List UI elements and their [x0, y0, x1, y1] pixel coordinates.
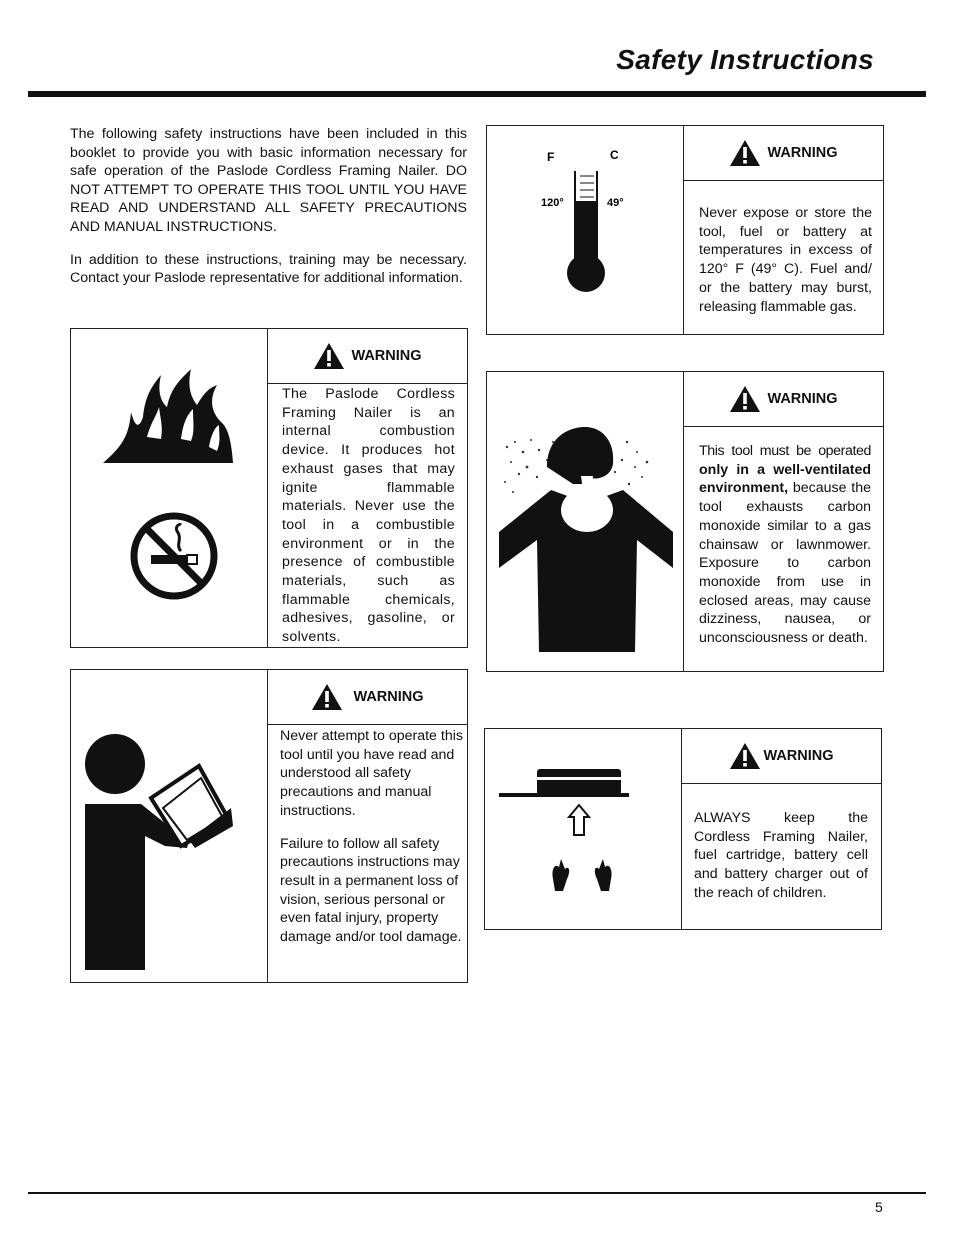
thermo-c-value: 49° [607, 197, 624, 209]
ventilation-warning-text: This tool must be operated only in a well-ventilated environment, because the tool exhausts carbon monoxide similar to a gas chainsaw or lawnmower. Exposure to carbon monoxide from use in eclosed areas, may cause dizziness, nausea, or unconsciousness or death. [699, 443, 871, 647]
temperature-warning-text: Never expose or store the tool, fuel or battery at temperatures in excess of 120° F (49° C). Fuel and/ or the battery may burst, releasing flammable gas. [699, 205, 872, 315]
intro-section [70, 125, 467, 302]
warning-triangle-icon [311, 683, 343, 711]
thermo-f-value: 120° [541, 197, 564, 209]
warning-label: WARNING [767, 145, 838, 161]
warning-triangle-icon [729, 139, 761, 167]
ventilation-emphasis: only in a well-ventilated environment, [699, 461, 871, 497]
ventilation-warning-header [684, 372, 883, 427]
page-title: Safety Instructions [616, 44, 874, 75]
temperature-warning-header [684, 126, 883, 181]
children-warning-text: ALWAYS keep the Cordless Framing Nailer, fuel cartridge, battery cell and battery charger out of the reach of children. [694, 810, 868, 901]
fire-warning-box [70, 328, 468, 648]
intro-paragraph-2: In addition to these instructions, training may be necessary. Contact your Paslode representative for additional information. [70, 251, 467, 287]
warning-triangle-icon [729, 385, 761, 413]
thermometer-icon [487, 126, 683, 334]
warning-triangle-icon [313, 342, 345, 370]
fire-warning-text: The Paslode Cordless Framing Nailer is an internal combustion device. It produces hot exhaust gases that may ignite flammable materials. Never use the tool in a combustible environment or in the presence of combustible materials, such as flammable chemicals, adhesives, gasoline, or solvents. [282, 386, 455, 646]
warning-label: WARNING [353, 689, 424, 705]
warning-label: WARNING [767, 391, 838, 407]
warning-triangle-icon [729, 742, 761, 770]
warning-label: WARNING [763, 748, 834, 764]
reading-person-icon [71, 670, 267, 982]
fire-warning-header [268, 329, 467, 384]
warning-label: WARNING [351, 348, 422, 364]
intro-paragraph-1: The following safety instructions have been included in this booklet to provide you with basic information necessary for safe operation of the Paslode Cordless Framing Nailer. DO NOT ATTEMPT TO OPERATE THIS TOOL UNTIL YOU HAVE READ AND UNDERSTAND ALL SAFETY PRECAUTIONS AND MANUAL INSTRUCTIONS. [70, 126, 467, 235]
read-manual-warning-header [268, 670, 467, 725]
page-number: 5 [875, 1199, 883, 1215]
flame-icon [101, 367, 236, 467]
children-warning-box [484, 728, 882, 930]
carbon-monoxide-icon [487, 372, 683, 671]
children-warning-header [682, 729, 881, 784]
footer-rule [28, 1192, 926, 1194]
thermo-c-label: C [610, 148, 619, 162]
keep-away-from-children-icon [485, 729, 681, 929]
ventilation-warning-box [486, 371, 884, 672]
read-manual-warning-text [280, 727, 464, 961]
temperature-warning-box [486, 125, 884, 335]
header-rule [28, 91, 926, 97]
thermo-f-label: F [547, 150, 555, 164]
no-smoking-icon [129, 511, 219, 601]
read-manual-paragraph-1: Never attempt to operate this tool until you have read and understood all safety precautions and manual instructions. [280, 728, 463, 819]
read-manual-paragraph-2: Failure to follow all safety precautions instructions may result in a permanent loss of vision, serious personal or even fatal injury, property damage and/or tool damage. [280, 835, 462, 946]
read-manual-warning-box [70, 669, 468, 983]
